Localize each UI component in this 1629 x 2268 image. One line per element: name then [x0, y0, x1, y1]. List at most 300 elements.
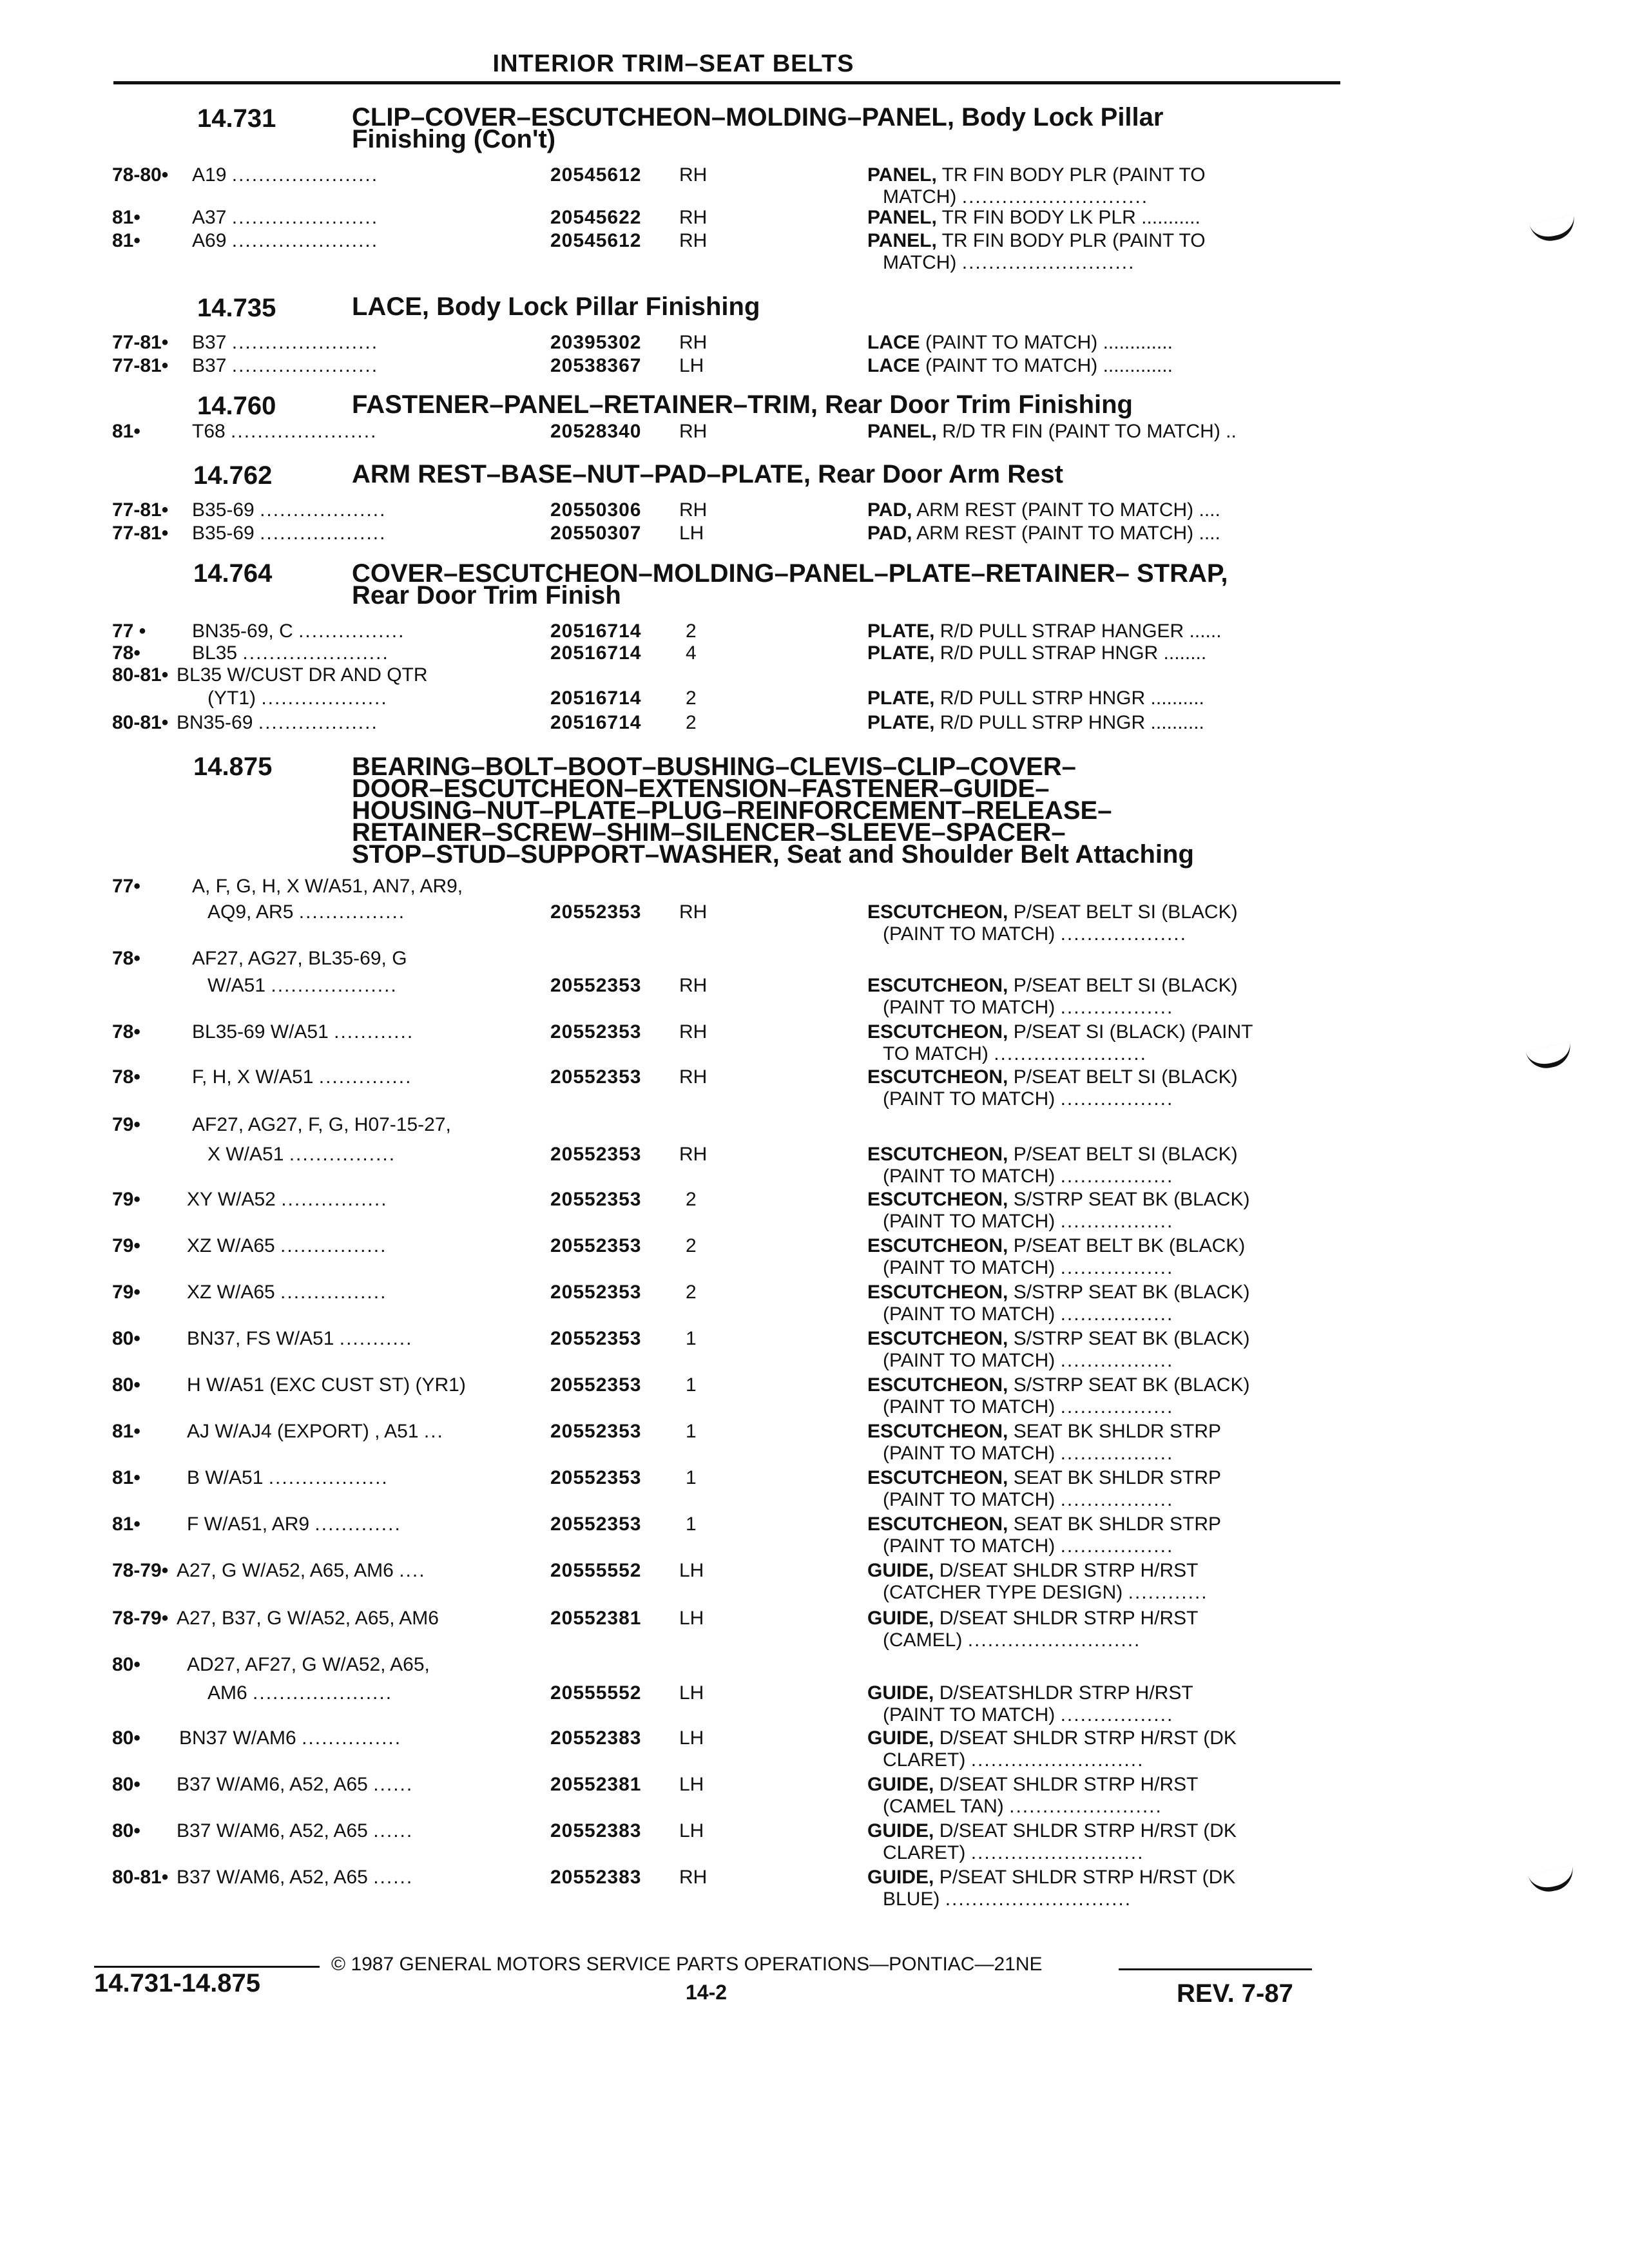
leader-dots: .................	[1060, 1396, 1174, 1418]
leader-dots: ..........................	[961, 252, 1135, 273]
model-year: 80-81•	[112, 1867, 169, 1888]
quantity: 1	[686, 1467, 697, 1488]
footer-rule-right	[1119, 1968, 1312, 1970]
description-keyword: PLATE,	[867, 642, 935, 664]
table-row	[112, 1113, 1352, 1137]
quantity: RH	[679, 901, 708, 923]
model-text: F W/A51, AR9	[187, 1514, 310, 1535]
model-text: B37 W/AM6, A52, A65	[177, 1820, 368, 1841]
description-text: D/SEATSHLDR STRP H/RST	[934, 1682, 1193, 1704]
table-row	[112, 229, 1352, 253]
description-keyword: PLATE,	[867, 712, 935, 733]
model-code	[192, 642, 389, 665]
table-row	[112, 354, 1352, 378]
table-row	[112, 687, 1352, 710]
description-keyword: PANEL,	[867, 230, 937, 251]
model-text: F, H, X W/A51	[192, 1066, 314, 1088]
description	[867, 420, 1237, 443]
description	[867, 1727, 1237, 1750]
table-row	[112, 1021, 1352, 1044]
table-row-continuation	[112, 1165, 1352, 1188]
model-text: X W/A51	[207, 1144, 284, 1165]
model-year: 80•	[112, 1328, 140, 1349]
model-code	[207, 1682, 392, 1705]
quantity: RH	[679, 1144, 708, 1165]
leader-dots: .................	[1060, 1350, 1174, 1371]
description	[867, 901, 1238, 924]
description	[867, 1021, 1253, 1044]
model-year: 80•	[112, 1820, 140, 1841]
description-text: TR FIN BODY PLR (PAINT TO	[936, 164, 1206, 186]
table-row	[112, 620, 1352, 643]
model-year: 81•	[112, 1421, 140, 1442]
model-year: 81•	[112, 230, 140, 251]
model-code	[187, 1653, 430, 1677]
model-code	[177, 664, 428, 687]
description-keyword: GUIDE,	[867, 1560, 934, 1581]
leader-dots: ......	[373, 1820, 414, 1841]
model-year: 81•	[112, 207, 140, 228]
part-number: 20552353	[550, 1066, 642, 1088]
model-year: 80•	[112, 1727, 140, 1749]
part-number: 20395302	[550, 332, 642, 353]
leader-dots: ...........	[339, 1328, 413, 1349]
description	[867, 642, 1206, 665]
description-text: R/D PULL STRP HNGR ..........	[934, 712, 1204, 733]
leader-dots: ...................	[260, 499, 387, 521]
description	[867, 1143, 1238, 1166]
table-row-continuation	[112, 996, 1352, 1019]
model-code	[192, 620, 405, 643]
copyright-notice: © 1987 GENERAL MOTORS SERVICE PARTS OPERATIONS—PONTIAC—21NE	[331, 1954, 1043, 1975]
model-text: BL35	[192, 642, 238, 664]
continued-text: (PAINT TO MATCH)	[883, 923, 1055, 945]
description-continued	[883, 1629, 1141, 1652]
description	[867, 1513, 1221, 1536]
table-row-continuation	[112, 1629, 1352, 1652]
part-number: 20550306	[550, 499, 642, 521]
table-row-continuation	[112, 1043, 1352, 1066]
model-code	[192, 420, 377, 443]
model-text: BN37 W/AM6	[179, 1727, 296, 1749]
leader-dots: .................	[1060, 1704, 1174, 1725]
leader-dots: ...................	[1060, 923, 1187, 945]
description-continued	[883, 1749, 1144, 1772]
model-text: B35-69	[192, 523, 255, 544]
model-year: 78•	[112, 1021, 140, 1043]
model-text: B35-69	[192, 499, 255, 521]
quantity: RH	[679, 164, 708, 186]
description-keyword: GUIDE,	[867, 1727, 934, 1749]
description	[867, 1188, 1249, 1211]
description-keyword: GUIDE,	[867, 1774, 934, 1795]
revision-label: REV. 7-87	[1177, 1979, 1293, 2008]
model-text: A27, G W/A52, A65, AM6	[177, 1560, 394, 1581]
continued-text: (PAINT TO MATCH)	[883, 1211, 1055, 1232]
quantity: RH	[679, 230, 708, 251]
description-continued	[883, 1349, 1173, 1372]
section-title: Rear Door Trim Finish	[352, 581, 621, 610]
quantity: LH	[679, 1727, 704, 1749]
continued-text: (PAINT TO MATCH)	[883, 1088, 1055, 1110]
model-code	[192, 947, 407, 970]
section-title: Finishing (Con't)	[352, 125, 556, 153]
quantity: RH	[679, 975, 708, 996]
leader-dots: ..................	[268, 1467, 389, 1488]
part-number: 20516714	[550, 712, 642, 733]
quantity: RH	[679, 1021, 708, 1043]
header-rule	[113, 81, 1340, 84]
description-continued	[883, 1303, 1173, 1326]
leader-dots: ................	[298, 901, 406, 923]
model-year: 77-81•	[112, 355, 169, 376]
model-year: 80•	[112, 1374, 140, 1396]
table-row	[112, 1281, 1352, 1304]
description-continued	[883, 1841, 1144, 1865]
leader-dots: ................	[281, 1189, 388, 1210]
description-continued	[883, 1165, 1173, 1188]
description-text: S/STRP SEAT BK (BLACK)	[1008, 1282, 1250, 1303]
leader-dots: ......................	[242, 642, 389, 664]
table-row-continuation	[112, 186, 1352, 209]
description	[867, 354, 1173, 378]
description	[867, 1820, 1237, 1843]
quantity: 1	[686, 1328, 697, 1349]
leader-dots: .....................	[253, 1682, 393, 1704]
description-keyword: PLATE,	[867, 620, 935, 642]
description-text: SEAT BK SHLDR STRP	[1008, 1514, 1222, 1535]
section-title: STOP–STUD–SUPPORT–WASHER, Seat and Shoulder Belt Attaching	[352, 840, 1194, 869]
model-code	[187, 1513, 401, 1536]
continued-text: MATCH)	[883, 252, 957, 273]
leader-dots: ..............	[318, 1066, 412, 1088]
description-keyword: GUIDE,	[867, 1608, 934, 1629]
leader-dots: .............	[314, 1514, 401, 1535]
table-row	[112, 1727, 1352, 1750]
description	[867, 1281, 1249, 1304]
part-number: 20516714	[550, 687, 642, 709]
leader-dots: ...................	[260, 523, 387, 544]
description	[867, 620, 1222, 643]
table-row	[112, 947, 1352, 970]
table-row	[112, 1420, 1352, 1443]
quantity: LH	[679, 1820, 704, 1841]
description-keyword: ESCUTCHEON,	[867, 1467, 1008, 1488]
model-year: 80•	[112, 1654, 140, 1675]
model-code	[207, 974, 398, 997]
model-text: T68	[192, 421, 226, 442]
model-year: 78-80•	[112, 164, 169, 186]
model-code	[177, 1559, 426, 1582]
leader-dots: ......................	[231, 207, 379, 228]
quantity: 1	[686, 1514, 697, 1535]
description-continued	[883, 1581, 1208, 1604]
description-text: D/SEAT SHLDR STRP H/RST	[934, 1774, 1199, 1795]
model-code	[192, 229, 378, 253]
model-year: 77 •	[112, 620, 146, 642]
leader-dots: .................	[1060, 1535, 1174, 1557]
part-number: 20552353	[550, 1021, 642, 1043]
part-number: 20545622	[550, 207, 642, 228]
model-text: AJ W/AJ4 (EXPORT) , A51	[187, 1421, 419, 1442]
table-row	[112, 664, 1352, 687]
description-continued	[883, 1210, 1173, 1233]
table-row	[112, 1559, 1352, 1582]
description-keyword: ESCUTCHEON,	[867, 975, 1008, 996]
description-text: ARM REST (PAINT TO MATCH) ....	[912, 523, 1220, 544]
description	[867, 711, 1204, 735]
quantity: LH	[679, 1774, 704, 1795]
continued-text: (PAINT TO MATCH)	[883, 1350, 1055, 1371]
section-title: HOUSING–NUT–PLATE–PLUG–REINFORCEMENT–RELEASE–	[352, 796, 1112, 825]
model-code	[187, 1374, 466, 1397]
description-text: P/SEAT SI (BLACK) (PAINT	[1008, 1021, 1253, 1043]
margin-mark	[1529, 215, 1577, 245]
continued-text: MATCH)	[883, 186, 957, 207]
quantity: LH	[679, 1608, 704, 1629]
part-number: 20552383	[550, 1867, 642, 1888]
description-text: P/SEAT SHLDR STRP H/RST (DK	[934, 1867, 1236, 1888]
model-text: BN37, FS W/A51	[187, 1328, 334, 1349]
part-number: 20555552	[550, 1682, 642, 1704]
section-number: 14.875	[193, 753, 273, 781]
model-year: 81•	[112, 421, 140, 442]
leader-dots: .................	[1060, 997, 1174, 1018]
description-continued	[883, 1396, 1173, 1419]
description-text: R/D PULL STRAP HNGR ........	[934, 642, 1207, 664]
model-year: 81•	[112, 1467, 140, 1488]
continued-text: (PAINT TO MATCH)	[883, 1489, 1055, 1510]
section-title: ARM REST–BASE–NUT–PAD–PLATE, Rear Door Arm Rest	[352, 460, 1063, 488]
model-text: BL35-69 W/A51	[192, 1021, 329, 1043]
model-text: AQ9, AR5	[207, 901, 294, 923]
continued-text: (CAMEL)	[883, 1629, 963, 1651]
quantity: 1	[686, 1374, 697, 1396]
table-row	[112, 1513, 1352, 1536]
part-number: 20552353	[550, 1189, 642, 1210]
table-row	[112, 1866, 1352, 1889]
model-text: AM6	[207, 1682, 247, 1704]
leader-dots: ...	[423, 1421, 444, 1442]
section-title: DOOR–ESCUTCHEON–EXTENSION–FASTENER–GUIDE–	[352, 774, 1050, 803]
model-year: 81•	[112, 1514, 140, 1535]
description-keyword: ESCUTCHEON,	[867, 1514, 1008, 1535]
table-row	[112, 711, 1352, 735]
part-number: 20528340	[550, 421, 642, 442]
quantity: RH	[679, 421, 708, 442]
table-row	[112, 206, 1352, 229]
leader-dots: ................	[298, 620, 405, 642]
leader-dots: ...................	[271, 975, 398, 996]
leader-dots: .................	[1060, 1088, 1174, 1110]
description-text: P/SEAT BELT SI (BLACK)	[1008, 901, 1238, 923]
table-row	[112, 164, 1352, 187]
model-code	[187, 1188, 388, 1211]
table-row-continuation	[112, 1535, 1352, 1558]
model-code	[187, 1235, 387, 1258]
section-number: 14.735	[197, 294, 276, 322]
quantity: RH	[679, 207, 708, 228]
description	[867, 1235, 1245, 1258]
description-text: S/STRP SEAT BK (BLACK)	[1008, 1189, 1250, 1210]
part-number: 20552353	[550, 1514, 642, 1535]
continued-text: (PAINT TO MATCH)	[883, 1704, 1055, 1725]
model-code	[192, 164, 378, 187]
description-keyword: ESCUTCHEON,	[867, 901, 1008, 923]
description-keyword: ESCUTCHEON,	[867, 1235, 1008, 1256]
description-keyword: ESCUTCHEON,	[867, 1066, 1008, 1088]
model-code	[192, 499, 386, 522]
table-row-continuation	[112, 923, 1352, 946]
description	[867, 687, 1204, 710]
continued-text: BLUE)	[883, 1888, 940, 1910]
table-row-continuation	[112, 1488, 1352, 1512]
description	[867, 1420, 1221, 1443]
part-number: 20545612	[550, 164, 642, 186]
model-code	[192, 875, 463, 898]
part-number: 20552353	[550, 975, 642, 996]
leader-dots: .................	[1060, 1443, 1174, 1464]
model-text: A19	[192, 164, 227, 186]
leader-dots: ....	[399, 1560, 426, 1581]
table-row-continuation	[112, 1210, 1352, 1233]
section-title: CLIP–COVER–ESCUTCHEON–MOLDING–PANEL, Body Lock Pillar	[352, 103, 1164, 131]
description-text: ARM REST (PAINT TO MATCH) ....	[912, 499, 1220, 521]
quantity: RH	[679, 332, 708, 353]
leader-dots: ............	[334, 1021, 414, 1043]
part-number: 20552353	[550, 1144, 642, 1165]
model-year: 77-81•	[112, 523, 169, 544]
model-text: H W/A51 (EXC CUST ST) (YR1)	[187, 1374, 466, 1396]
description-text: S/STRP SEAT BK (BLACK)	[1008, 1328, 1250, 1349]
description	[867, 1559, 1198, 1582]
table-row	[112, 875, 1352, 898]
model-text: AF27, AG27, BL35-69, G	[192, 948, 407, 969]
description	[867, 974, 1238, 997]
model-year: 80-81•	[112, 664, 169, 686]
description-keyword: PANEL,	[867, 421, 937, 442]
leader-dots: ......................	[231, 230, 379, 251]
section-number: 14.731	[197, 104, 276, 133]
part-number: 20552381	[550, 1608, 642, 1629]
model-code	[177, 711, 378, 735]
model-text: (YT1)	[207, 687, 256, 709]
leader-dots: ..........................	[970, 1749, 1144, 1771]
table-row	[112, 522, 1352, 545]
model-code	[177, 1866, 413, 1889]
description-text: P/SEAT BELT SI (BLACK)	[1008, 1066, 1238, 1088]
model-text: B W/A51	[187, 1467, 264, 1488]
table-row	[112, 420, 1352, 443]
model-code	[179, 1727, 401, 1750]
quantity: RH	[679, 1867, 708, 1888]
section-number: 14.762	[193, 461, 273, 490]
table-row	[112, 1143, 1352, 1166]
section-title: FASTENER–PANEL–RETAINER–TRIM, Rear Door Trim Finishing	[352, 390, 1133, 419]
leader-dots: .................	[1060, 1489, 1174, 1510]
part-number: 20552353	[550, 1374, 642, 1396]
part-number: 20552381	[550, 1774, 642, 1795]
model-code	[192, 1113, 451, 1137]
leader-dots: ...................	[261, 687, 388, 709]
table-row	[112, 901, 1352, 924]
description-keyword: ESCUTCHEON,	[867, 1021, 1008, 1043]
description-keyword: ESCUTCHEON,	[867, 1374, 1008, 1396]
part-number: 20552353	[550, 1328, 642, 1349]
part-number: 20545612	[550, 230, 642, 251]
description-text: D/SEAT SHLDR STRP H/RST (DK	[934, 1820, 1237, 1841]
table-row-continuation	[112, 1581, 1352, 1604]
description	[867, 1327, 1249, 1350]
description-continued	[883, 923, 1187, 946]
leader-dots: ......................	[231, 332, 379, 353]
continued-text: (PAINT TO MATCH)	[883, 1535, 1055, 1557]
model-year: 77-81•	[112, 332, 169, 353]
description-text: P/SEAT BELT BK (BLACK)	[1008, 1235, 1246, 1256]
description-continued	[883, 251, 1135, 274]
leader-dots: ............	[1128, 1582, 1208, 1603]
model-code	[177, 1607, 439, 1630]
table-row	[112, 1773, 1352, 1796]
model-year: 79•	[112, 1114, 140, 1135]
description-text: TR FIN BODY PLR (PAINT TO	[936, 230, 1206, 251]
continued-text: TO MATCH)	[883, 1043, 988, 1064]
margin-mark	[1528, 1865, 1576, 1896]
model-year: 78-79•	[112, 1608, 169, 1629]
quantity: RH	[679, 499, 708, 521]
description	[867, 164, 1206, 187]
description-text: TR FIN BODY LK PLR ...........	[936, 207, 1200, 228]
model-code	[192, 1066, 412, 1089]
part-number: 20555552	[550, 1560, 642, 1581]
continued-text: (PAINT TO MATCH)	[883, 1443, 1055, 1464]
page-title: INTERIOR TRIM–SEAT BELTS	[492, 50, 854, 77]
model-year: 79•	[112, 1235, 140, 1256]
description	[867, 1607, 1198, 1630]
description-text: D/SEAT SHLDR STRP H/RST	[934, 1560, 1199, 1581]
description-keyword: ESCUTCHEON,	[867, 1189, 1008, 1210]
table-row-continuation	[112, 1704, 1352, 1727]
model-code	[207, 687, 388, 710]
description-text: P/SEAT BELT SI (BLACK)	[1008, 1144, 1238, 1165]
table-row-continuation	[112, 1349, 1352, 1372]
model-code	[187, 1327, 412, 1350]
margin-mark	[1525, 1042, 1574, 1072]
model-code	[192, 522, 386, 545]
section-range: 14.731-14.875	[94, 1969, 261, 1997]
leader-dots: ......................	[231, 421, 378, 442]
table-row	[112, 1653, 1352, 1677]
continued-text: CLARET)	[883, 1842, 966, 1863]
part-number: 20552353	[550, 1467, 642, 1488]
description-continued	[883, 996, 1173, 1019]
model-text: BL35 W/CUST DR AND QTR	[177, 664, 428, 686]
model-text: XZ W/A65	[187, 1235, 275, 1256]
footer-rule-left	[94, 1966, 320, 1968]
model-code	[192, 354, 378, 378]
model-text: A69	[192, 230, 227, 251]
section-title: LACE, Body Lock Pillar Finishing	[352, 293, 760, 321]
model-text: B37	[192, 332, 227, 353]
leader-dots: ............................	[961, 186, 1149, 207]
description-keyword: PANEL,	[867, 207, 937, 228]
table-row	[112, 331, 1352, 354]
description-keyword: LACE	[867, 355, 920, 376]
description-continued	[883, 1704, 1173, 1727]
model-year: 79•	[112, 1282, 140, 1303]
table-row	[112, 499, 1352, 522]
description-text: D/SEAT SHLDR STRP H/RST (DK	[934, 1727, 1237, 1749]
